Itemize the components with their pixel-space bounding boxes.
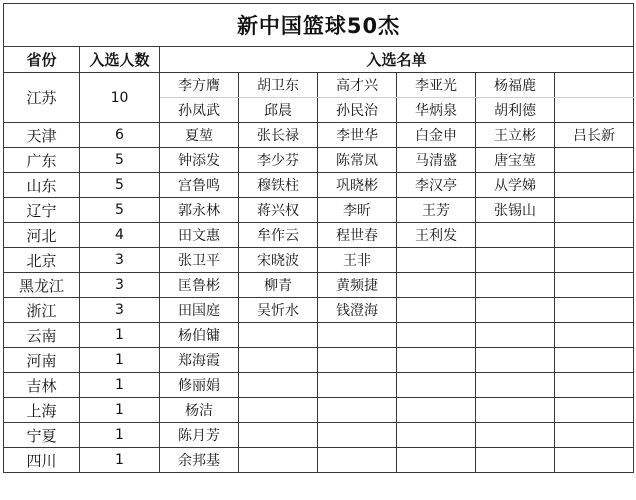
name-cell[interactable] (239, 373, 318, 398)
name-cell[interactable] (397, 323, 476, 348)
name-cell[interactable]: 唐宝堃 (476, 148, 555, 173)
name-cell[interactable]: 田文惠 (160, 223, 239, 248)
name-cell[interactable]: 柳青 (239, 273, 318, 298)
table-row (4, 373, 634, 398)
province-cell[interactable]: 黑龙江 (4, 273, 80, 298)
name-cell[interactable] (555, 348, 634, 373)
table-row (4, 223, 634, 248)
name-cell[interactable] (397, 248, 476, 273)
name-cell[interactable] (397, 298, 476, 323)
name-cell[interactable] (476, 248, 555, 273)
name-cell[interactable]: 张锡山 (476, 198, 555, 223)
name-cell[interactable] (476, 448, 555, 473)
table-row (4, 323, 634, 348)
name-cell[interactable] (555, 423, 634, 448)
count-cell[interactable]: 1 (80, 423, 160, 448)
name-cell[interactable] (476, 273, 555, 298)
name-cell[interactable]: 孙凤武 (160, 98, 239, 123)
name-cell[interactable]: 匡鲁彬 (160, 273, 239, 298)
name-cell[interactable] (555, 273, 634, 298)
name-cell[interactable]: 吕长新 (555, 123, 634, 148)
name-cell[interactable] (476, 298, 555, 323)
name-cell[interactable] (318, 448, 397, 473)
name-cell[interactable] (397, 448, 476, 473)
province-cell[interactable]: 上海 (4, 398, 80, 423)
name-cell[interactable] (555, 173, 634, 198)
province-cell[interactable]: 河北 (4, 223, 80, 248)
name-cell[interactable] (476, 373, 555, 398)
province-cell[interactable]: 山东 (4, 173, 80, 198)
name-cell[interactable] (555, 448, 634, 473)
count-cell[interactable]: 10 (80, 73, 160, 123)
basketball-table (3, 3, 634, 473)
name-cell[interactable] (239, 323, 318, 348)
name-cell[interactable]: 胡卫东 (239, 73, 318, 98)
count-cell[interactable]: 6 (80, 123, 160, 148)
name-cell[interactable]: 张长禄 (239, 123, 318, 148)
name-cell[interactable]: 余邦基 (160, 448, 239, 473)
count-cell[interactable]: 5 (80, 148, 160, 173)
name-cell[interactable] (318, 398, 397, 423)
name-cell[interactable] (397, 273, 476, 298)
name-cell[interactable] (555, 148, 634, 173)
header-count[interactable]: 入选人数 (80, 47, 160, 73)
count-cell[interactable]: 3 (80, 298, 160, 323)
name-cell[interactable]: 田国庭 (160, 298, 239, 323)
name-cell[interactable]: 李少芬 (239, 148, 318, 173)
name-cell[interactable]: 王芳 (397, 198, 476, 223)
name-cell[interactable] (239, 348, 318, 373)
name-cell[interactable]: 穆铁柱 (239, 173, 318, 198)
count-cell[interactable]: 1 (80, 398, 160, 423)
name-cell[interactable]: 郭永林 (160, 198, 239, 223)
name-cell[interactable]: 宋晓波 (239, 248, 318, 273)
table-title[interactable]: 新中国篮球50杰 (4, 4, 634, 47)
name-cell[interactable]: 从学娣 (476, 173, 555, 198)
name-cell[interactable]: 蒋兴权 (239, 198, 318, 223)
name-cell[interactable]: 马清盛 (397, 148, 476, 173)
name-cell[interactable]: 巩晓彬 (318, 173, 397, 198)
name-cell[interactable]: 王立彬 (476, 123, 555, 148)
count-cell[interactable]: 1 (80, 448, 160, 473)
province-cell[interactable]: 广东 (4, 148, 80, 173)
name-cell[interactable] (397, 373, 476, 398)
province-cell[interactable]: 吉林 (4, 373, 80, 398)
name-cell[interactable] (476, 348, 555, 373)
table-row (4, 348, 634, 373)
name-cell[interactable] (397, 348, 476, 373)
name-cell[interactable]: 王非 (318, 248, 397, 273)
name-cell[interactable]: 白金申 (397, 123, 476, 148)
count-cell[interactable]: 5 (80, 173, 160, 198)
name-cell[interactable] (318, 423, 397, 448)
name-cell[interactable] (239, 423, 318, 448)
province-cell[interactable]: 北京 (4, 248, 80, 273)
count-cell[interactable]: 1 (80, 348, 160, 373)
name-cell[interactable]: 张卫平 (160, 248, 239, 273)
table-row (4, 248, 634, 273)
table-row (4, 173, 634, 198)
name-cell[interactable] (555, 98, 634, 123)
table-row (4, 298, 634, 323)
province-cell[interactable]: 四川 (4, 448, 80, 473)
name-cell[interactable] (239, 398, 318, 423)
province-cell[interactable]: 辽宁 (4, 198, 80, 223)
name-cell[interactable] (555, 323, 634, 348)
name-cell[interactable]: 华炳泉 (397, 98, 476, 123)
table-row (4, 448, 634, 473)
table-row (4, 423, 634, 448)
name-cell[interactable]: 杨伯镛 (160, 323, 239, 348)
table-row (4, 398, 634, 423)
name-cell[interactable]: 陈常凤 (318, 148, 397, 173)
name-cell[interactable] (397, 423, 476, 448)
name-cell[interactable] (239, 448, 318, 473)
province-cell[interactable]: 江苏 (4, 73, 80, 123)
name-cell[interactable] (476, 398, 555, 423)
name-cell[interactable] (555, 248, 634, 273)
header-row (4, 47, 634, 73)
name-cell[interactable] (476, 423, 555, 448)
table-row (4, 123, 634, 148)
name-cell[interactable] (555, 398, 634, 423)
name-cell[interactable] (555, 73, 634, 98)
province-cell[interactable]: 宁夏 (4, 423, 80, 448)
province-cell[interactable]: 云南 (4, 323, 80, 348)
name-cell[interactable]: 邱晨 (239, 98, 318, 123)
name-cell[interactable]: 钟添发 (160, 148, 239, 173)
name-cell[interactable]: 黄频捷 (318, 273, 397, 298)
name-cell[interactable]: 杨福鹿 (476, 73, 555, 98)
count-cell[interactable]: 3 (80, 248, 160, 273)
name-cell[interactable] (397, 398, 476, 423)
table-row (4, 73, 634, 98)
name-cell[interactable] (555, 223, 634, 248)
header-province[interactable]: 省份 (4, 47, 80, 73)
table-row (4, 148, 634, 173)
name-cell[interactable] (318, 323, 397, 348)
count-cell[interactable]: 1 (80, 373, 160, 398)
name-cell[interactable]: 杨洁 (160, 398, 239, 423)
province-cell[interactable]: 浙江 (4, 298, 80, 323)
name-cell[interactable] (318, 373, 397, 398)
count-cell[interactable]: 5 (80, 198, 160, 223)
count-cell[interactable]: 4 (80, 223, 160, 248)
name-cell[interactable]: 吴忻水 (239, 298, 318, 323)
name-cell[interactable]: 程世春 (318, 223, 397, 248)
header-names[interactable]: 入选名单 (160, 47, 634, 73)
count-cell[interactable]: 3 (80, 273, 160, 298)
name-cell[interactable]: 宫鲁鸣 (160, 173, 239, 198)
name-cell[interactable] (318, 348, 397, 373)
count-cell[interactable]: 1 (80, 323, 160, 348)
name-cell[interactable]: 钱澄海 (318, 298, 397, 323)
name-cell[interactable]: 孙民治 (318, 98, 397, 123)
name-cell[interactable]: 陈月芳 (160, 423, 239, 448)
table-row (4, 273, 634, 298)
name-cell[interactable]: 李汉亭 (397, 173, 476, 198)
name-cell[interactable]: 李亚光 (397, 73, 476, 98)
name-cell[interactable]: 高才兴 (318, 73, 397, 98)
name-cell[interactable] (476, 323, 555, 348)
province-cell[interactable]: 河南 (4, 348, 80, 373)
province-cell[interactable]: 天津 (4, 123, 80, 148)
name-cell[interactable] (555, 373, 634, 398)
title-row (4, 4, 634, 47)
name-cell[interactable]: 李世华 (318, 123, 397, 148)
name-cell[interactable]: 胡利德 (476, 98, 555, 123)
name-cell[interactable] (476, 223, 555, 248)
name-cell[interactable]: 修丽娟 (160, 373, 239, 398)
name-cell[interactable]: 王利发 (397, 223, 476, 248)
name-cell[interactable]: 牟作云 (239, 223, 318, 248)
name-cell[interactable]: 李方膺 (160, 73, 239, 98)
name-cell[interactable]: 李昕 (318, 198, 397, 223)
name-cell[interactable]: 郑海霞 (160, 348, 239, 373)
table-row (4, 198, 634, 223)
name-cell[interactable] (555, 198, 634, 223)
name-cell[interactable] (555, 298, 634, 323)
name-cell[interactable]: 夏堃 (160, 123, 239, 148)
